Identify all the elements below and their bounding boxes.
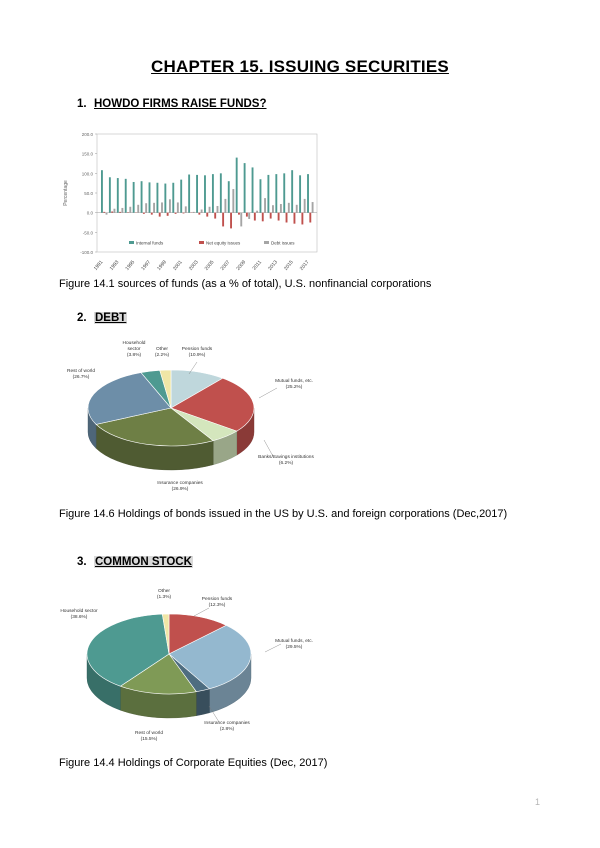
leader-line bbox=[265, 644, 281, 652]
bar-debt-issues-1992 bbox=[114, 209, 116, 213]
bar-internal-funds-1996 bbox=[141, 181, 143, 212]
figure-caption-14-1: Figure 14.1 sources of funds (as a % of total), U.S. nonfinancial corporations bbox=[59, 278, 432, 290]
bar-net-equity-issues-1993 bbox=[119, 212, 121, 213]
bar-net-equity-issues-2017 bbox=[309, 213, 311, 223]
page-number: 1 bbox=[535, 797, 541, 807]
bar-debt-issues-2014 bbox=[288, 203, 290, 213]
y-tick-label: 0.0 bbox=[86, 210, 93, 216]
bar-debt-issues-1991 bbox=[106, 213, 108, 215]
bar-internal-funds-2004 bbox=[204, 175, 206, 212]
bar-internal-funds-1994 bbox=[125, 179, 127, 213]
bar-net-equity-issues-2016 bbox=[301, 213, 303, 225]
bar-debt-issues-1994 bbox=[129, 207, 131, 213]
x-tick-label: 1997 bbox=[140, 259, 153, 272]
bar-internal-funds-1998 bbox=[156, 183, 158, 213]
bar-internal-funds-2001 bbox=[180, 180, 182, 213]
slice-label: Rest of world bbox=[67, 369, 95, 374]
section-heading-debt bbox=[77, 312, 127, 324]
bar-internal-funds-2005 bbox=[212, 174, 214, 213]
bar-net-equity-issues-2013 bbox=[278, 213, 280, 221]
slice-value: (3.8%) bbox=[126, 353, 142, 358]
bar-chart-svg bbox=[59, 126, 321, 276]
bar-internal-funds-1999 bbox=[164, 184, 166, 213]
section-number: 2. bbox=[77, 312, 87, 324]
slice-value: (2.8%) bbox=[219, 727, 235, 732]
y-axis-label: Percentage bbox=[63, 180, 69, 206]
slice-label: Other bbox=[158, 589, 170, 594]
slice-label: Banks/Savings institutions bbox=[258, 455, 314, 460]
bar-net-equity-issues-2010 bbox=[254, 213, 256, 221]
bar-debt-issues-2013 bbox=[280, 204, 282, 213]
bar-internal-funds-2011 bbox=[260, 179, 262, 212]
bar-internal-funds-2002 bbox=[188, 175, 190, 213]
bar-net-equity-issues-1992 bbox=[111, 211, 113, 212]
bar-net-equity-issues-2003 bbox=[198, 213, 200, 215]
y-tick-label: 50.0 bbox=[84, 191, 93, 196]
slice-value: (29.5%) bbox=[285, 645, 303, 650]
bar-internal-funds-1991 bbox=[101, 170, 103, 212]
x-tick-label: 2015 bbox=[283, 259, 295, 272]
bar-debt-issues-2006 bbox=[224, 199, 226, 213]
slice-value: (25.2%) bbox=[285, 385, 303, 390]
bond-holdings-pie-chart bbox=[59, 332, 321, 502]
bar-internal-funds-1993 bbox=[117, 178, 119, 213]
x-tick-label: 2013 bbox=[267, 259, 279, 272]
x-tick-label: 1999 bbox=[156, 259, 168, 272]
slice-label: Household sector bbox=[60, 609, 98, 614]
bar-net-equity-issues-1999 bbox=[167, 213, 169, 216]
x-tick-label: 2009 bbox=[235, 259, 248, 272]
slice-label: Rest of world bbox=[135, 731, 163, 736]
bar-debt-issues-2005 bbox=[217, 206, 219, 213]
bar-debt-issues-2009 bbox=[248, 213, 250, 219]
section-number: 1. bbox=[77, 98, 87, 110]
bar-net-equity-issues-2001 bbox=[183, 213, 185, 214]
bar-net-equity-issues-1996 bbox=[143, 213, 145, 214]
bar-internal-funds-2008 bbox=[236, 158, 238, 213]
slice-value: (6.2%) bbox=[278, 461, 294, 466]
slice-label: Pension funds bbox=[201, 597, 233, 602]
bar-debt-issues-2012 bbox=[272, 205, 274, 212]
slice-label: Mutual funds, etc. bbox=[275, 379, 313, 384]
bar-net-equity-issues-2006 bbox=[222, 213, 224, 227]
x-tick-label: 1993 bbox=[108, 259, 121, 272]
chapter-title: CHAPTER 15. ISSUING SECURITIES bbox=[151, 57, 449, 76]
legend-entry: Debt issues bbox=[271, 240, 295, 246]
bar-internal-funds-1992 bbox=[109, 177, 111, 212]
bar-net-equity-issues-2012 bbox=[270, 213, 272, 219]
slice-value: (38.6%) bbox=[70, 615, 88, 620]
x-tick-label: 1995 bbox=[124, 259, 137, 272]
x-tick-label: 2003 bbox=[187, 259, 200, 272]
x-tick-label: 2005 bbox=[203, 259, 216, 272]
bar-debt-issues-2008 bbox=[240, 213, 242, 227]
bar-internal-funds-2016 bbox=[299, 175, 301, 212]
x-tick-label: 1991 bbox=[92, 259, 105, 272]
bar-internal-funds-2006 bbox=[220, 173, 222, 212]
y-tick-label: -100.0 bbox=[80, 250, 93, 255]
bar-internal-funds-2003 bbox=[196, 175, 198, 213]
bar-internal-funds-2012 bbox=[267, 175, 269, 213]
x-tick-label: 2017 bbox=[298, 259, 311, 272]
legend-entry: Internal funds bbox=[136, 240, 164, 246]
bar-net-equity-issues-2007 bbox=[230, 213, 232, 229]
bar-debt-issues-2002 bbox=[193, 212, 195, 213]
sources-of-funds-chart bbox=[59, 126, 321, 276]
y-tick-label: 150.0 bbox=[81, 151, 93, 157]
bar-internal-funds-2010 bbox=[252, 167, 254, 212]
bar-net-equity-issues-1998 bbox=[159, 213, 161, 217]
section-heading-funds bbox=[77, 98, 267, 110]
slice-label: Insurance companies bbox=[157, 481, 203, 486]
leader-line bbox=[194, 608, 209, 616]
bar-net-equity-issues-2005 bbox=[214, 213, 216, 219]
bar-net-equity-issues-2015 bbox=[294, 213, 296, 224]
bar-net-equity-issues-2011 bbox=[262, 213, 264, 222]
section-number: 3. bbox=[77, 556, 87, 568]
legend-entry: Net equity issues bbox=[206, 240, 241, 246]
bar-net-equity-issues-2000 bbox=[175, 213, 177, 214]
bar-debt-issues-1995 bbox=[137, 205, 139, 213]
bar-internal-funds-2000 bbox=[172, 183, 174, 213]
section-title: DEBT bbox=[95, 312, 127, 324]
slice-value: (2.2%) bbox=[154, 353, 170, 358]
slice-value: (12.3%) bbox=[208, 603, 226, 608]
bar-internal-funds-1995 bbox=[133, 182, 135, 213]
slice-value: (15.5%) bbox=[140, 737, 158, 742]
bar-net-equity-issues-1991 bbox=[103, 212, 105, 213]
slice-label: Pension funds bbox=[181, 347, 213, 352]
slice-label: Mutual funds, etc. bbox=[275, 639, 313, 644]
bar-internal-funds-2017 bbox=[307, 174, 309, 213]
bar-internal-funds-2009 bbox=[244, 163, 246, 213]
slice-value: (26.7%) bbox=[72, 375, 90, 380]
bar-debt-issues-1998 bbox=[161, 202, 163, 212]
x-tick-label: 2011 bbox=[251, 259, 264, 272]
bar-debt-issues-2001 bbox=[185, 206, 187, 212]
bar-debt-issues-1997 bbox=[153, 203, 155, 213]
figure-caption-14-6: Figure 14.6 Holdings of bonds issued in the US by U.S. and foreign corporations (Dec,2017) bbox=[59, 508, 508, 520]
bar-debt-issues-1999 bbox=[169, 199, 171, 212]
bar-internal-funds-2007 bbox=[228, 181, 230, 212]
bar-net-equity-issues-1997 bbox=[151, 213, 153, 215]
bar-net-equity-issues-2008 bbox=[238, 213, 240, 215]
bar-internal-funds-2013 bbox=[275, 174, 277, 213]
legend-swatch bbox=[264, 241, 269, 244]
y-tick-label: -50.0 bbox=[82, 230, 93, 236]
slice-value: (26.9%) bbox=[171, 487, 189, 492]
bar-debt-issues-2015 bbox=[296, 205, 298, 213]
x-tick-label: 2007 bbox=[219, 259, 232, 272]
pie-side bbox=[196, 689, 209, 716]
bar-debt-issues-2007 bbox=[232, 189, 234, 213]
legend-swatch bbox=[129, 241, 134, 244]
slice-label: Insurance companies bbox=[204, 721, 250, 726]
pie-chart-svg bbox=[59, 332, 321, 502]
bar-debt-issues-2016 bbox=[304, 199, 306, 213]
bar-debt-issues-2011 bbox=[264, 198, 266, 213]
x-tick-label: 2001 bbox=[172, 259, 184, 272]
bar-debt-issues-1996 bbox=[145, 203, 147, 212]
legend-swatch bbox=[199, 241, 204, 244]
section-heading-common-stock bbox=[77, 556, 193, 568]
bar-debt-issues-2003 bbox=[201, 210, 203, 213]
y-tick-label: 200.0 bbox=[81, 132, 93, 137]
bar-net-equity-issues-2009 bbox=[246, 213, 248, 217]
slice-label: sector bbox=[127, 347, 141, 352]
bar-net-equity-issues-2014 bbox=[286, 213, 288, 223]
bar-debt-issues-2000 bbox=[177, 202, 179, 212]
section-title: HOWDO FIRMS RAISE FUNDS? bbox=[94, 98, 267, 110]
bar-internal-funds-2014 bbox=[283, 173, 285, 212]
bar-debt-issues-2017 bbox=[312, 202, 314, 213]
bar-internal-funds-1997 bbox=[149, 182, 151, 212]
slice-value: (1.3%) bbox=[156, 595, 172, 600]
figure-caption-14-4: Figure 14.4 Holdings of Corporate Equities (Dec, 2017) bbox=[59, 757, 328, 769]
slice-value: (10.9%) bbox=[188, 353, 206, 358]
section-title: COMMON STOCK bbox=[95, 556, 192, 568]
equity-holdings-pie-chart bbox=[59, 582, 321, 754]
bar-debt-issues-2004 bbox=[209, 207, 211, 213]
leader-line bbox=[259, 388, 277, 398]
pie-chart-svg bbox=[59, 582, 321, 754]
bar-net-equity-issues-2004 bbox=[206, 213, 208, 217]
bar-debt-issues-1993 bbox=[121, 208, 123, 213]
slice-label: Household bbox=[122, 341, 146, 346]
slice-label: Other bbox=[156, 347, 168, 352]
bar-debt-issues-2010 bbox=[256, 211, 258, 213]
bar-internal-funds-2015 bbox=[291, 170, 293, 212]
y-tick-label: 100.0 bbox=[81, 171, 93, 177]
